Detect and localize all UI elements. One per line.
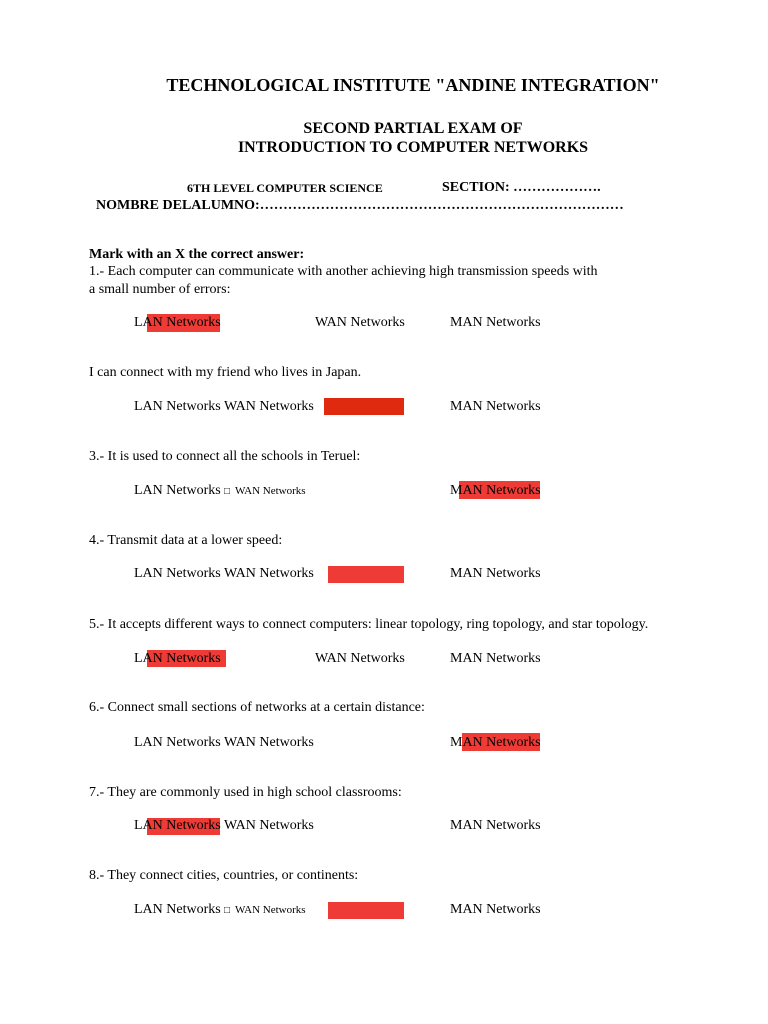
institute-title: TECHNOLOGICAL INSTITUTE "ANDINE INTEGRATION" bbox=[166, 75, 660, 95]
answer-highlight bbox=[324, 398, 404, 415]
option-lan[interactable]: LAN Networks bbox=[134, 651, 221, 666]
option-wan[interactable]: WAN Networks bbox=[315, 315, 405, 330]
section-field: SECTION: ………………. bbox=[442, 180, 601, 195]
option-wan[interactable]: WAN Networks bbox=[224, 566, 314, 581]
option-man[interactable]: MAN Networks bbox=[450, 566, 541, 581]
question-3-text: 3.- It is used to connect all the schools in Teruel: bbox=[89, 449, 361, 464]
option-wan[interactable]: WAN Networks bbox=[224, 818, 314, 833]
question-7-text: 7.- They are commonly used in high school classrooms: bbox=[89, 785, 402, 800]
option-wan[interactable]: WAN Networks bbox=[315, 651, 405, 666]
question-8-text: 8.- They connect cities, countries, or continents: bbox=[89, 868, 359, 883]
instructions: Mark with an X the correct answer: bbox=[89, 247, 305, 262]
question-2-text: I can connect with my friend who lives in Japan. bbox=[89, 365, 362, 380]
option-lan[interactable]: LAN Networks bbox=[134, 399, 221, 414]
option-man[interactable]: MAN Networks bbox=[450, 902, 541, 917]
option-man[interactable]: MAN Networks bbox=[450, 483, 541, 498]
answer-highlight bbox=[328, 566, 404, 583]
option-man[interactable]: MAN Networks bbox=[450, 651, 541, 666]
question-4-text: 4.- Transmit data at a lower speed: bbox=[89, 533, 283, 548]
option-lan[interactable]: LAN Networks bbox=[134, 902, 221, 917]
answer-highlight bbox=[328, 902, 404, 919]
option-lan[interactable]: LAN Networks bbox=[134, 483, 221, 498]
option-wan[interactable]: WAN Networks bbox=[235, 904, 306, 916]
option-lan[interactable]: LAN Networks bbox=[134, 315, 221, 330]
level-label: 6TH LEVEL COMPUTER SCIENCE bbox=[187, 181, 383, 195]
option-man[interactable]: MAN Networks bbox=[450, 399, 541, 414]
question-6-text: 6.- Connect small sections of networks at a certain distance: bbox=[89, 700, 425, 715]
student-name-field: NOMBRE DELALUMNO:…………………………………………………………………… bbox=[96, 198, 624, 213]
option-wan[interactable]: WAN Networks bbox=[224, 735, 314, 750]
option-lan[interactable]: LAN Networks bbox=[134, 566, 221, 581]
option-man[interactable]: MAN Networks bbox=[450, 315, 541, 330]
option-lan[interactable]: LAN Networks bbox=[134, 735, 221, 750]
option-man[interactable]: MAN Networks bbox=[450, 735, 541, 750]
checkbox-icon[interactable]: □ bbox=[224, 486, 231, 497]
option-lan[interactable]: LAN Networks bbox=[134, 818, 221, 833]
question-1-text: 1.- Each computer can communicate with another achieving high transmission speeds with bbox=[89, 264, 598, 279]
question-5-text: 5.- It accepts different ways to connect computers: linear topology, ring topology, and star topology. bbox=[89, 617, 649, 632]
exam-title-line1: SECOND PARTIAL EXAM OF bbox=[303, 120, 523, 137]
exam-title-line2: INTRODUCTION TO COMPUTER NETWORKS bbox=[237, 139, 589, 156]
question-1-text-cont: a small number of errors: bbox=[89, 282, 231, 297]
checkbox-icon[interactable]: □ bbox=[224, 905, 231, 916]
option-man[interactable]: MAN Networks bbox=[450, 818, 541, 833]
option-wan[interactable]: WAN Networks bbox=[235, 485, 306, 497]
option-wan[interactable]: WAN Networks bbox=[224, 399, 314, 414]
